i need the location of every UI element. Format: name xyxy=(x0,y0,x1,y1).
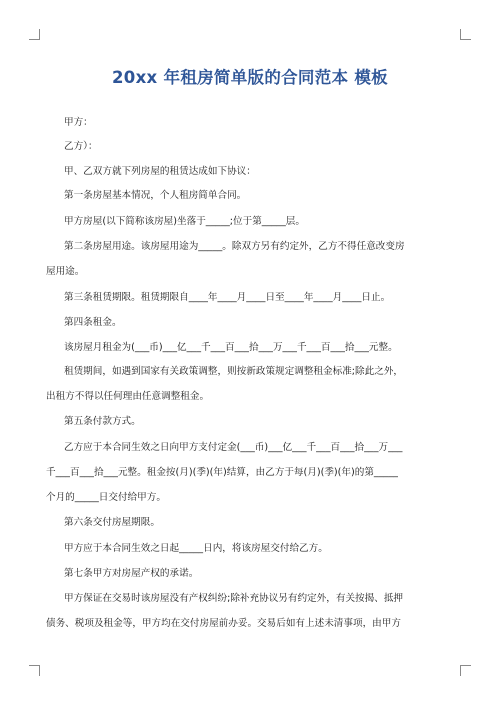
party-a-line: 甲方： xyxy=(64,117,93,128)
clause-4-adjustment: 租赁期间，如遇到国家有关政策调整，则按新政策规定调整租金标准;除此之外， xyxy=(64,366,404,377)
clause-2-text: 第二条房屋用途。该房屋用途为_____。除双方另有约定外，乙方不得任意改变房 xyxy=(64,241,405,252)
clause-5-deposit-cont: 千___百___拾___元整。租金按(月)(季)(年)结算，由乙方于每(月)(季)(年)的第_____ xyxy=(46,467,398,478)
clause-4-heading: 第四条租金。 xyxy=(64,317,122,328)
clause-7-text-cont: 债务、税项及租金等，甲方均在交付房屋前办妥。交易后如有上述未清事项，由甲方 xyxy=(46,618,401,629)
corner-mark-top-right xyxy=(460,29,471,40)
corner-mark-bottom-right xyxy=(460,665,471,676)
clause-6-text: 甲方应于本合同生效之日起_____日内，将该房屋交付给乙方。 xyxy=(64,543,328,554)
clause-5-heading: 第五条付款方式。 xyxy=(64,416,141,427)
clause-3-text: 第三条租赁期限。租赁期限自____年____月____日至____年____月____日止。 xyxy=(64,292,391,303)
agreement-intro: 甲、乙双方就下列房屋的租赁达成如下协议： xyxy=(64,166,256,177)
document-title: 20xx 年租房简单版的合同范本 模板 xyxy=(112,68,388,87)
clause-4-adjustment-cont: 出租方不得以任何理由任意调整租金。 xyxy=(46,391,210,402)
clause-7-text: 甲方保证在交易时该房屋没有产权纠纷;除补充协议另有约定外，有关按揭、抵押 xyxy=(64,593,404,604)
clause-1-heading: 第一条房屋基本情况，个人租房简单合同。 xyxy=(64,190,247,201)
corner-mark-bottom-left xyxy=(29,665,40,676)
corner-mark-top-left xyxy=(29,29,40,40)
clause-4-rent-amount: 该房屋月租金为(___币)___亿___千___百___拾___万___千___百___拾___元整。 xyxy=(64,342,398,353)
clause-6-heading: 第六条交付房屋期限。 xyxy=(64,517,160,528)
party-b-line: 乙方）： xyxy=(64,141,98,152)
clause-7-heading: 第七条甲方对房屋产权的承诺。 xyxy=(64,568,199,579)
clause-1-text: 甲方房屋(以下简称该房屋)坐落于_____;位于第_____层。 xyxy=(64,216,305,227)
clause-5-deposit: 乙方应于本合同生效之日向甲方支付定金(___币)___亿___千___百___拾___万___ xyxy=(64,442,403,453)
clause-2-text-cont: 屋用途。 xyxy=(46,266,85,277)
clause-5-deposit-cont-2: 个月的_____日交付给甲方。 xyxy=(46,492,166,503)
